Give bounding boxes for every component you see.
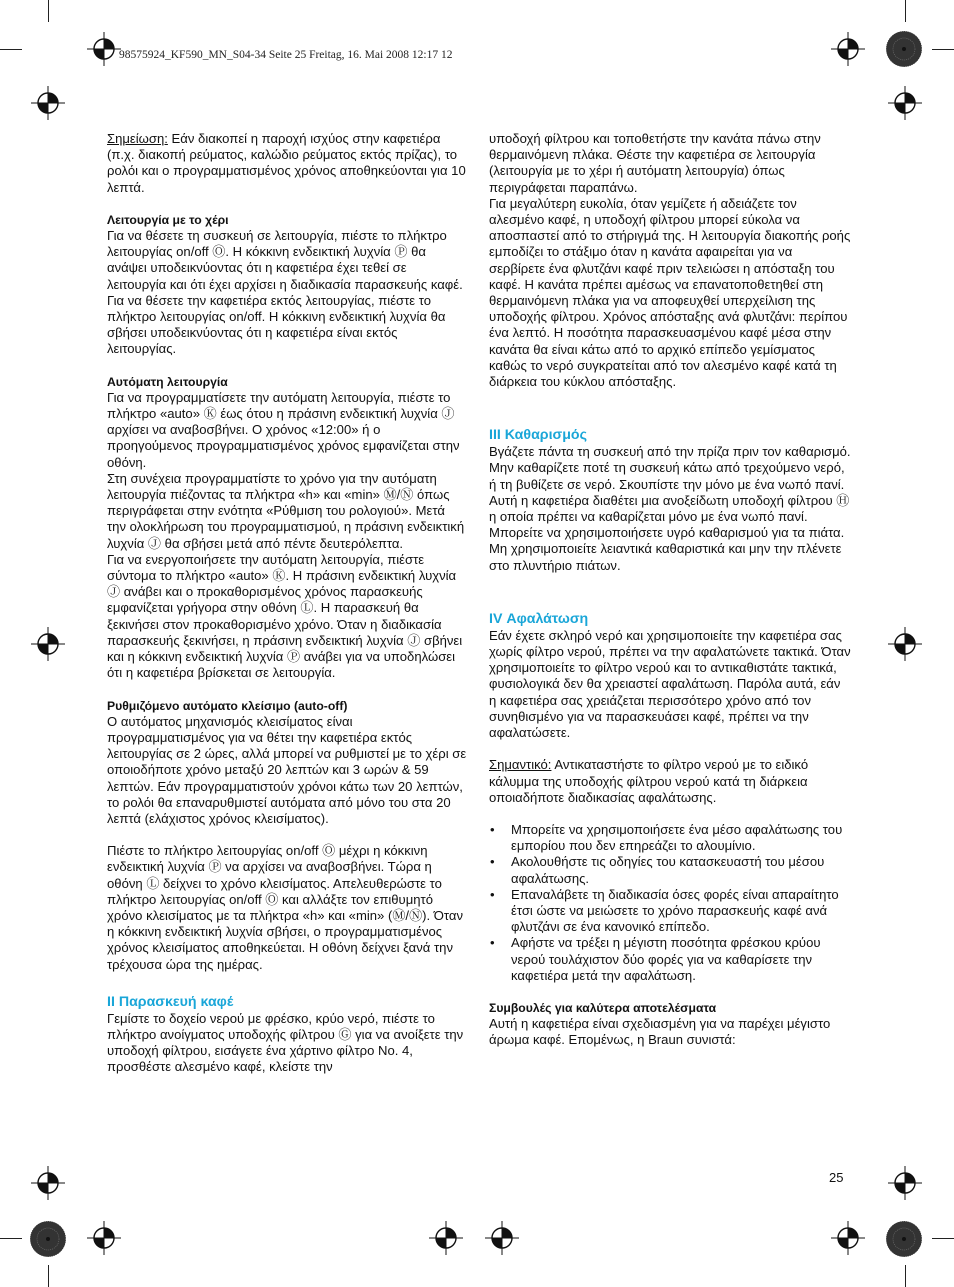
crop-mark: [932, 49, 954, 50]
automatic-operation-heading: Αυτόματη λειτουργία: [107, 374, 228, 389]
important-paragraph: [489, 757, 851, 806]
descaling-text: Εάν έχετε σκληρό νερό και χρησιμοποιείτε την καφετιέρα σας χωρίς φίλτρο νερού, πρέπει να την αφαλατώνετε τακτικά. Όταν χρησιμοποιείτε το φίλτρο νερού και το αντικαθιστάτε τακτικά, φυσιολογικά δεν θα χρειαστεί αφαλάτωση. Παρόλα αυτά, εάν η καφετιέρα σας χρειάζεται περισσότερο χρόνο από τον συνηθισμένο για να παρασκευάσει καφέ, πρέπει να την αφαλατώσετε.: [489, 627, 851, 741]
note-paragraph: [107, 131, 467, 196]
registration-mark-icon: [831, 1221, 865, 1255]
crop-mark: [0, 1238, 22, 1239]
brewing-continued-text-2: Για μεγαλύτερη ευκολία, όταν γεμίζετε ή αδειάζετε τον αλεσμένο καφέ, η υποδοχή φίλτρου μπορεί εύκολα να αποσπαστεί από το στήριγμά της. Η λειτουργία διακοπής ροής εμποδίζει το στάξιμο όταν η κανάτα αφαιρείται για να σερβίρετε ένα φλυτζάνι καφέ πριν τελειώσει η απόσταξη του καφέ. Η κανάτα πρέπει αμέσως να επανατοποθετηθεί στη θερμαινόμενη πλάκα για να αποφευχθεί υπερχείλιση της υποδοχής φίλτρου. Χρόνος απόσταξης ανά φλυτζάνι: περίπου ένα λεπτό. Η ποσότητα παρασκευασμένου καφέ μέσα στην κανάτα θα είναι κάτω από το αρχικό επίπεδο γεμίσματος καθώς το νερό συγκρατείται από τον αλεσμένο καφέ κατά τη διάρκεια του κύκλου απόσταξης.: [489, 195, 851, 390]
brewing-section-heading: II Παρασκευή καφέ: [107, 993, 234, 1010]
manual-operation-heading: Λειτουργία με το χέρι: [107, 212, 229, 227]
important-label: Σημαντικό:: [489, 757, 552, 773]
auto-off-text-2: Πιέστε το πλήκτρο λειτουργίας on/off Ⓞ μέχρι η κόκκινη ενδεικτική λυχνία Ⓟ να αρχίσει να αναβοσβήνει. Τώρα η οθόνη Ⓛ δείχνει το χρόνο κλεισίματος. Απελευθερώστε το πλήκτρο λειτουργίας on/off Ⓞ και αλλάξτε τον επιθυμητό χρόνο κλεισίματος με τα πλήκτρα «h» και «min» (Ⓜ/Ⓝ). Όταν η κόκκινη ενδεικτική λυχνία σβήσει, ο προγραμματισμένος χρόνος κλεισίματος αποθηκεύεται. Η οθόνη δείχνει ξανά την τρέχουσα ώρα της ημέρας.: [107, 843, 464, 972]
auto-off-heading: Ρυθμιζόμενο αυτόματο κλείσιμο (auto-off): [107, 698, 348, 713]
cleaning-text-3: Μπορείτε να χρησιμοποιήσετε υγρό καθαρισμού για τα πιάτα. Μη χρησιμοποιείτε λειαντικά καθαριστικά και μην την πλένετε στο πλυντήριο πιάτων.: [489, 525, 845, 573]
starburst-target-icon: [885, 1220, 923, 1258]
right-column: [489, 131, 851, 1049]
auto-off-text-1: Ο αυτόματος μηχανισμός κλεισίματος είναι προγραμματισμένος για να θέτει την καφετιέρα εκτός λειτουργίας σε 2 ώρες, αλλά μπορεί να ρυθμιστεί με το χέρι σε οποιοδήποτε χρόνο μεταξύ 20 λεπτών και 3 ωρών & 59 λεπτών. Εάν προγραμματιστούν χρόνοι κάτω των 20 λεπτών, το ρολόι θα επαναρυθμιστεί αυτόματα από μόνο του στα 20 λεπτά (ελάχιστος χρόνος κλεισίματος).: [107, 713, 467, 826]
note-text: Εάν διακοπεί η παροχή ισχύος στην καφετιέρα (π.χ. διακοπή ρεύματος, καλώδιο ρεύματος εκτός πρίζας), το ρολόι και ο προγραμματισμένος χρόνος αποθηκεύονται για 10 λεπτά.: [107, 131, 466, 195]
manual-operation-text: Για να θέσετε τη συσκευή σε λειτουργία, πιέστε το πλήκτρο λειτουργίας on/off Ⓞ. Η κόκκινη ενδεικτική λυχνία Ⓟ θα ανάψει υποδεικνύοντας ότι η καφετιέρα έχει τεθεί σε λειτουργία και ότι έχει αρχίσει η διαδικασία παρασκευής καφέ. Για να θέσετε την καφετιέρα εκτός λειτουργίας, πιέστε το πλήκτρο λειτουργίας on/off. Η κόκκινη ενδεικτική λυχνία θα σβήσει υποδεικνύοντας ότι η καφετιέρα είναι εκτός λειτουργίας.: [107, 228, 463, 357]
registration-mark-icon: [31, 1166, 65, 1200]
brewing-text: Γεμίστε το δοχείο νερού με φρέσκο, κρύο νερό, πιέστε το πλήκτρο ανοίγματος υποδοχής φίλτρου Ⓖ για να ανοίξετε την υποδοχή φίλτρου, εισάγετε ένα χάρτινο φίλτρο No. 4, προσθέστε αλεσμένο καφέ, κλείστε την: [107, 1010, 464, 1075]
cleaning-text-1: Βγάζετε πάντα τη συσκευή από την πρίζα πριν τον καθαρισμό. Μην καθαρίζετε ποτέ τη συσκευή κάτω από τρεχούμενο νερό, ή τη βυθίζετε σε νερό. Σκουπίστε την μόνο με ένα νωπό πανί.: [489, 444, 851, 492]
starburst-target-icon: [885, 30, 923, 68]
cleaning-text-2: Αυτή η καφετιέρα διαθέτει μια ανοξείδωτη υποδοχή φίλτρου Ⓗ η οποία πρέπει να καθαρίζεται μόνο με ένα νωπό πανί.: [489, 492, 850, 525]
cleaning-section-heading: III Καθαρισμός: [489, 427, 587, 444]
registration-mark-icon: [888, 86, 922, 120]
print-slug: 98575924_KF590_MN_S04-34 Seite 25 Freitag, 16. Mai 2008 12:17 12: [119, 49, 453, 61]
registration-mark-icon: [31, 86, 65, 120]
registration-mark-icon: [87, 1221, 121, 1255]
tips-heading: Συμβουλές για καλύτερα αποτελέσματα: [489, 1000, 717, 1015]
automatic-operation-text-3: Για να ενεργοποιήσετε την αυτόματη λειτουργία, πιέστε σύντομα το πλήκτρο «auto» Ⓚ. Η πράσινη ενδεικτική λυχνία Ⓙ ανάβει και ο προκαθορισμένος χρόνος παρασκευής εμφανίζεται γρήγορα στην οθόνη Ⓛ. Η παρασκευή θα ξεκινήσει στον προκαθορισμένο χρόνο. Όταν η διαδικασία παρασκευής ξεκινήσει, η πράσινη ενδεικτική λυχνία Ⓙ σβήνει και η κόκκινη ενδεικτική λυχνία Ⓟ ανάβει για να υποδηλώσει ότι η καφετιέρα βρίσκεται σε λειτουργία.: [107, 551, 463, 681]
crop-mark: [0, 49, 22, 50]
crop-mark: [905, 0, 906, 22]
crop-mark: [48, 1265, 49, 1287]
list-item: • Επαναλάβετε τη διαδικασία όσες φορές είναι απαραίτητο έτσι ώστε να μειώσετε το χρόνο παρασκευής καφέ ανά φλυτζάνι σε ένα κανονικό επίπεδο.: [489, 887, 851, 936]
crop-mark: [48, 0, 49, 22]
automatic-operation-text-2: Στη συνέχεια προγραμματίστε το χρόνο για την αυτόματη λειτουργία πιέζοντας τα πλήκτρα «h» και «min» Ⓜ/Ⓝ όπως περιγράφεται στην ενότητα «Ρύθμιση του ρολογιού». Μετά την ολοκλήρωση του προγραμματισμού, η πράσινη ενδεικτική λυχνία Ⓙ θα σβήσει μετά από πέντε δευτερόλεπτα.: [107, 470, 465, 551]
note-label: Σημείωση:: [107, 131, 168, 146]
starburst-target-icon: [29, 1220, 67, 1258]
tips-text: Αυτή η καφετιέρα είναι σχεδιασμένη για να παρέχει μέγιστο άρωμα καφέ. Επομένως, η Braun συνιστά:: [489, 1016, 831, 1048]
registration-mark-icon: [485, 1221, 519, 1255]
registration-mark-icon: [87, 32, 121, 66]
descaling-bullet-list: [489, 822, 851, 984]
important-text: Αντικαταστήστε το φίλτρο νερού με το ειδικό κάλυμμα της υποδοχής φίλτρου νερού κατά τη διάρκεια οποιαδήποτε διαδικασίας αφαλάτωσης.: [489, 757, 809, 805]
registration-mark-icon: [888, 627, 922, 661]
registration-mark-icon: [31, 627, 65, 661]
list-item: • Ακολουθήστε τις οδηγίες του κατασκευαστή του μέσου αφαλάτωσης.: [489, 854, 851, 886]
registration-mark-icon: [831, 32, 865, 66]
registration-mark-icon: [429, 1221, 463, 1255]
list-item: • Αφήστε να τρέξει η μέγιστη ποσότητα φρέσκου κρύου νερού τουλάχιστον δύο φορές για να καθαρίσετε την καφετιέρα μετά την αφαλάτωση.: [489, 935, 851, 984]
brewing-continued-text-1: υποδοχή φίλτρου και τοποθετήστε την κανάτα πάνω στην θερμαινόμενη πλάκα. Θέστε την καφετιέρα σε λειτουργία (λειτουργία με το χέρι ή αυτόματη λειτουργία) όπως περιγράφεται παραπάνω.: [489, 131, 821, 195]
automatic-operation-text-1: Για να προγραμματίσετε την αυτόματη λειτουργία, πιέστε το πλήκτρο «auto» Ⓚ έως ότου η πράσινη ενδεικτική λυχνία Ⓙ αρχίσει να αναβοσβήνει. Ο χρόνος «12:00» ή ο προηγούμενος προγραμματισμένος χρόνος εμφανίζεται στην οθόνη.: [107, 389, 460, 470]
crop-mark: [932, 1238, 954, 1239]
registration-mark-icon: [888, 1166, 922, 1200]
left-column: [107, 131, 467, 1076]
crop-mark: [905, 1265, 906, 1287]
list-item: • Μπορείτε να χρησιμοποιήσετε ένα μέσο αφαλάτωσης του εμπορίου που δεν επηρεάζει το αλουμίνιο.: [489, 822, 851, 854]
descaling-section-heading: IV Αφαλάτωση: [489, 610, 589, 627]
page-number: 25: [829, 1170, 844, 1185]
